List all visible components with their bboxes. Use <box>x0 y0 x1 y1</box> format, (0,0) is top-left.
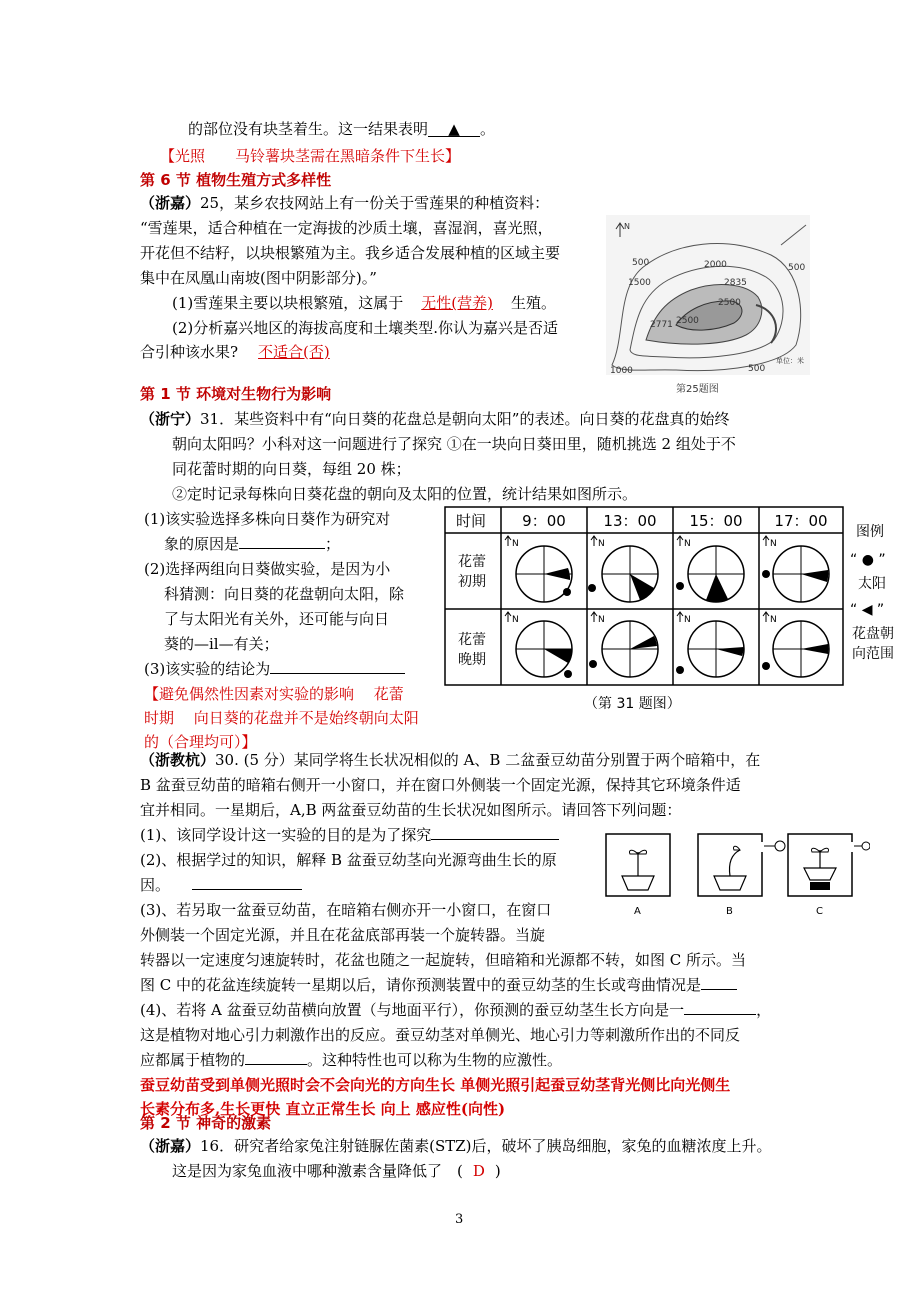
question-30-sub1: (1)、该同学设计这一实验的目的是为了探究 <box>140 825 559 845</box>
sun-dot <box>676 666 684 674</box>
section-heading: 第 6 节 植物生殖方式多样性 <box>140 171 332 189</box>
answer-text: 不适合(否) <box>258 343 330 361</box>
question-30-sub3: 图 C 中的花盆连续旋转一星期以后，请你预测装置中的蚕豆幼茎的生长或弯曲情况是 <box>140 975 737 995</box>
legend-disk: 花盘朝 <box>852 626 894 642</box>
question-25-line: “雪莲果，适合种植在一定海拔的沙质土壤，喜湿润，喜光照， <box>140 219 553 237</box>
question-30-sub4: 这是植物对地心引力刺激作出的反应。蚕豆幼茎对单侧光、地心引力等刺激所作出的不同反 <box>140 1026 741 1044</box>
contour-label: 500 <box>632 258 650 268</box>
question-30-line: （浙教杭）30. (5 分）某同学将生长状况相似的 A、B 二盆蚕豆幼苗分别置于两个暗箱中，在 <box>140 751 761 769</box>
north-arrow-icon <box>505 536 519 549</box>
answer-text: 无性(营养) <box>421 294 493 312</box>
question-31-sub2: 葵的—il—有关； <box>164 635 279 653</box>
answer-blank <box>245 1050 307 1065</box>
svg-text:N: N <box>770 615 777 625</box>
question-16-line: 这是因为家兔血液中哪种激素含量降低了 ( D ) <box>172 1162 501 1180</box>
contour-label: 2000 <box>704 260 727 270</box>
svg-text:N: N <box>598 615 605 625</box>
pot-experiment-figure <box>600 832 870 918</box>
question-31-line: 朝向太阳吗？小科对这一问题进行了探究 ①在一块向日葵田里，随机挑选 2 组处于不 <box>172 435 736 453</box>
contour-label: 500 <box>748 364 766 374</box>
answer-blank <box>270 659 405 674</box>
time-label: 15：00 <box>689 512 743 530</box>
north-label: N <box>624 222 630 231</box>
question-25-sub1: (1)雪莲果主要以块根繁殖，这属于 无性(营养) 生殖。 <box>172 294 556 312</box>
question-30-sub4: 应都属于植物的 。这种特性也可以称为生物的应激性。 <box>140 1051 563 1069</box>
contour-label: 2835 <box>724 278 747 288</box>
svg-text:N: N <box>684 615 691 625</box>
question-31-sub1: (1)该实验选择多株向日葵作为研究对 <box>144 510 391 528</box>
legend-disk: 向范围 <box>852 646 894 662</box>
legend-sun: 太阳 <box>858 576 886 592</box>
question-16-line: （浙嘉）16．研究者给家兔注射链脲佐菌素(STZ)后，破坏了胰岛细胞，家兔的血糖浓度上升。 <box>140 1137 772 1155</box>
answer-line: 长素分布多,生长更快 直立正常生长 向上 感应性(向性) <box>140 1100 506 1118</box>
text-line: 的部位没有块茎着生。这一结果表明 ▲ 。 <box>188 120 496 138</box>
question-31-line: （浙宁）31．某些资料中有“向日葵的花盘总是朝向太阳”的表述。向日葵的花盘真的始终 <box>140 410 730 428</box>
answer-line: 时期 向日葵的花盘并不是始终朝向太阳 <box>144 709 419 727</box>
sunflower-table-figure <box>444 506 920 716</box>
answer-line: 【避免偶然性因素对实验的影响 花蕾 <box>144 685 404 703</box>
contour-label: 2500 <box>676 316 699 326</box>
answer-blank <box>701 975 737 990</box>
svg-text:N: N <box>512 539 519 549</box>
question-25-sub2: (2)分析嘉兴地区的海拔高度和土壤类型.你认为嘉兴是否适 <box>172 319 559 337</box>
answer-line: 【光照 马铃薯块茎需在黑暗条件下生长】 <box>160 147 461 165</box>
north-arrow-icon <box>677 536 691 549</box>
north-arrow-icon <box>591 536 605 549</box>
sun-dot <box>563 588 571 596</box>
north-arrow-icon <box>677 612 691 625</box>
table-caption: （第 31 题图） <box>584 696 681 712</box>
sun-dot <box>588 584 596 592</box>
sun-dot <box>589 660 597 668</box>
question-31-line: 同花蕾时期的向日葵，每组 20 株； <box>172 460 411 478</box>
contour-label: 2771 <box>650 320 673 330</box>
answer-line: 的（合理均可）】 <box>144 733 257 751</box>
answer-text: D <box>472 1162 485 1180</box>
row-label: 花蕾 <box>458 632 486 648</box>
north-arrow-icon <box>591 612 605 625</box>
map-unit: 单位：米 <box>776 357 804 365</box>
svg-text:N: N <box>770 539 777 549</box>
question-31-sub3: (3)该实验的结论为 <box>144 659 405 679</box>
question-25-line: 开花但不结籽，以块根繁殖为主。我乡适合发展种植的区域主要 <box>140 244 561 262</box>
north-arrow-icon <box>505 612 519 625</box>
contour-label: 2500 <box>718 298 741 308</box>
time-label: 13：00 <box>603 512 657 530</box>
contour-label: 500 <box>788 263 806 273</box>
time-label: 9：00 <box>522 512 566 530</box>
north-arrow-icon <box>763 536 777 549</box>
sun-dot <box>762 662 770 670</box>
contour-map-figure <box>606 215 810 395</box>
svg-text:N: N <box>684 539 691 549</box>
pot-diagram <box>600 832 870 918</box>
time-label: 17：00 <box>774 512 828 530</box>
contour-map <box>606 215 810 397</box>
question-30-sub4: (4)、若将 A 盆蚕豆幼苗横向放置（与地面平行），你预测的蚕豆幼茎生长方向是一 ， <box>140 1001 772 1019</box>
legend-disk-mark: “ ◀ ” <box>850 602 885 618</box>
sun-dot <box>564 670 572 678</box>
sun-dot <box>762 570 770 578</box>
answer-blank <box>684 1000 756 1015</box>
answer-line: 蚕豆幼苗受到单侧光照时会不会向光的方向生长 单侧光照引起蚕豆幼茎背光侧比向光侧生 <box>140 1076 731 1094</box>
page-number: 3 <box>455 1212 464 1227</box>
answer-blank <box>431 825 559 840</box>
question-30-sub3: 外侧装一个固定光源，并且在花盆底部再装一个旋转器。当旋 <box>140 926 546 944</box>
sun-dot <box>676 582 684 590</box>
pot-label: C <box>816 906 823 917</box>
question-25-line: （浙嘉）25，某乡农技网站上有一份关于雪莲果的种植资料： <box>140 194 550 212</box>
contour-label: 1000 <box>610 366 633 376</box>
question-31-sub2: 了与太阳光有关外，还可能与向日 <box>164 610 390 628</box>
legend-title: 图例 <box>856 524 884 540</box>
legend-sun-mark: “ ● ” <box>850 552 886 568</box>
question-30-sub2: (2)、根据学过的知识，解释 B 盆蚕豆幼茎向光源弯曲生长的原 <box>140 851 557 869</box>
question-30-sub3: (3)、若另取一盆蚕豆幼苗，在暗箱右侧亦开一小窗口，在窗口 <box>140 901 552 919</box>
svg-text:N: N <box>598 539 605 549</box>
question-30-sub3: 转器以一定速度匀速旋转时，花盆也随之一起旋转，但暗箱和光源都不转，如图 C 所示。当 <box>140 951 747 969</box>
answer-blank: ▲ <box>428 122 480 137</box>
pot-label: B <box>726 906 733 917</box>
question-31-sub2: 科猜测：向日葵的花盘朝向太阳，除 <box>164 585 405 603</box>
question-31-sub1: 象的原因是 ； <box>164 535 341 553</box>
svg-text:N: N <box>512 615 519 625</box>
answer-blank <box>192 875 302 890</box>
contour-label: 1500 <box>628 278 651 288</box>
question-31-line: ②定时记录每株向日葵花盘的朝向及太阳的位置，统计结果如图所示。 <box>172 485 638 503</box>
table-header-label: 时间 <box>456 512 487 530</box>
question-30-line: B 盆蚕豆幼苗的暗箱右侧开一小窗口，并在窗口外侧装一个固定光源，保持其它环境条件适 <box>140 776 741 794</box>
section-heading: 第 1 节 环境对生物行为影响 <box>140 385 332 403</box>
row-label: 初期 <box>458 574 486 590</box>
sunflower-table <box>444 506 920 716</box>
question-25-sub2: 合引种该水果? 不适合(否) <box>140 342 350 362</box>
question-30-line: 宜并相同。一星期后，A,B 两盆蚕豆幼苗的生长状况如图所示。请回答下列问题： <box>140 801 682 819</box>
section-heading: 第 2 节 神奇的激素 <box>140 1114 272 1132</box>
row-label: 晚期 <box>458 652 486 668</box>
north-arrow-icon <box>763 612 777 625</box>
question-30-sub2: 因。 <box>140 875 302 895</box>
answer-blank <box>239 534 325 549</box>
question-31-sub2: (2)选择两组向日葵做实验，是因为小 <box>144 560 391 578</box>
question-25-line: 集中在凤凰山南坡(图中阴影部分)。” <box>140 269 377 287</box>
row-label: 花蕾 <box>458 554 486 570</box>
pot-label: A <box>634 906 641 917</box>
map-caption: 第25题图 <box>676 384 719 395</box>
